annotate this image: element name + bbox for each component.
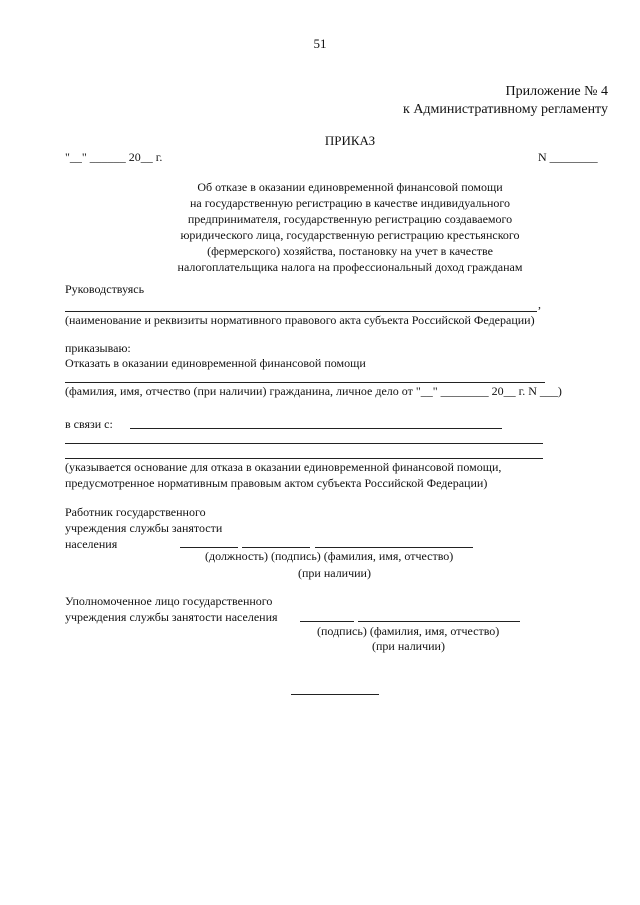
authorized-label xyxy=(65,593,278,625)
order-number: N ________ xyxy=(538,150,598,164)
subject-line: юридического лица, государственную регистрацию крестьянского xyxy=(180,228,520,242)
employee-label xyxy=(65,504,222,552)
appendix-title: Приложение № 4 xyxy=(505,84,608,99)
employee-hint-1: (должность) (подпись) (фамилия, имя, отчество) xyxy=(205,549,454,563)
employee-signature-blank xyxy=(242,547,310,548)
subject-line: (фермерского) хозяйства, постановку на учет в качестве xyxy=(207,244,493,258)
subject-line: предпринимателя, государственную регистрацию создаваемого xyxy=(187,212,513,226)
authorized-signature-blank xyxy=(300,621,354,622)
authorized-label-line: учреждения службы занятости населения xyxy=(65,610,278,624)
citizen-blank-line xyxy=(65,382,545,383)
reason-hint-line: предусмотренное нормативным правовым актом субъекта Российской Федерации) xyxy=(65,476,488,490)
authorized-label-line: Уполномоченное лицо государственного xyxy=(65,594,273,608)
order-heading: ПРИКАЗ xyxy=(324,133,376,148)
guided-by-blank-line xyxy=(65,311,537,312)
guided-by-comma: , xyxy=(538,297,541,311)
authorized-hint-1: (подпись) (фамилия, имя, отчество) xyxy=(317,624,500,638)
subject-line: налогоплательщика налога на профессиональный доход гражданам xyxy=(177,260,523,274)
citizen-hint: (фамилия, имя, отчество (при наличии) гражданина, личное дело от "__" ________ 20__ г. N ___) xyxy=(65,384,562,398)
subject-line: Об отказе в оказании единовременной финансовой помощи xyxy=(197,180,503,194)
order-date: "__" ______ 20__ г. xyxy=(65,150,163,164)
authorized-hint-2: (при наличии) xyxy=(372,639,445,653)
end-divider xyxy=(291,694,379,695)
employee-position-blank xyxy=(180,547,238,548)
refuse-text: Отказать в оказании единовременной финансовой помощи xyxy=(65,356,366,370)
due-to-label: в связи с: xyxy=(65,417,113,431)
page-number: 51 xyxy=(313,36,327,51)
order-subject xyxy=(150,179,550,275)
guided-by-label: Руководствуясь xyxy=(65,282,145,296)
employee-hint-2: (при наличии) xyxy=(298,566,371,580)
guided-by-hint: (наименование и реквизиты нормативного правового акта субъекта Российской Федерации) xyxy=(65,313,535,327)
appendix-subtitle: к Административному регламенту xyxy=(403,102,608,117)
employee-name-blank xyxy=(315,547,473,548)
reason-hint xyxy=(65,459,501,491)
authorized-name-blank xyxy=(358,621,520,622)
subject-line: на государственную регистрацию в качестве индивидуального xyxy=(190,196,510,210)
employee-label-line: учреждения службы занятости xyxy=(65,521,223,535)
reason-blank-line-1 xyxy=(130,428,502,429)
reason-blank-line-2 xyxy=(65,443,543,444)
order-word: приказываю: xyxy=(65,341,131,355)
employee-label-line: населения xyxy=(65,537,118,551)
reason-hint-line: (указывается основание для отказа в оказании единовременной финансовой помощи, xyxy=(65,460,502,474)
employee-label-line: Работник государственного xyxy=(65,505,206,519)
